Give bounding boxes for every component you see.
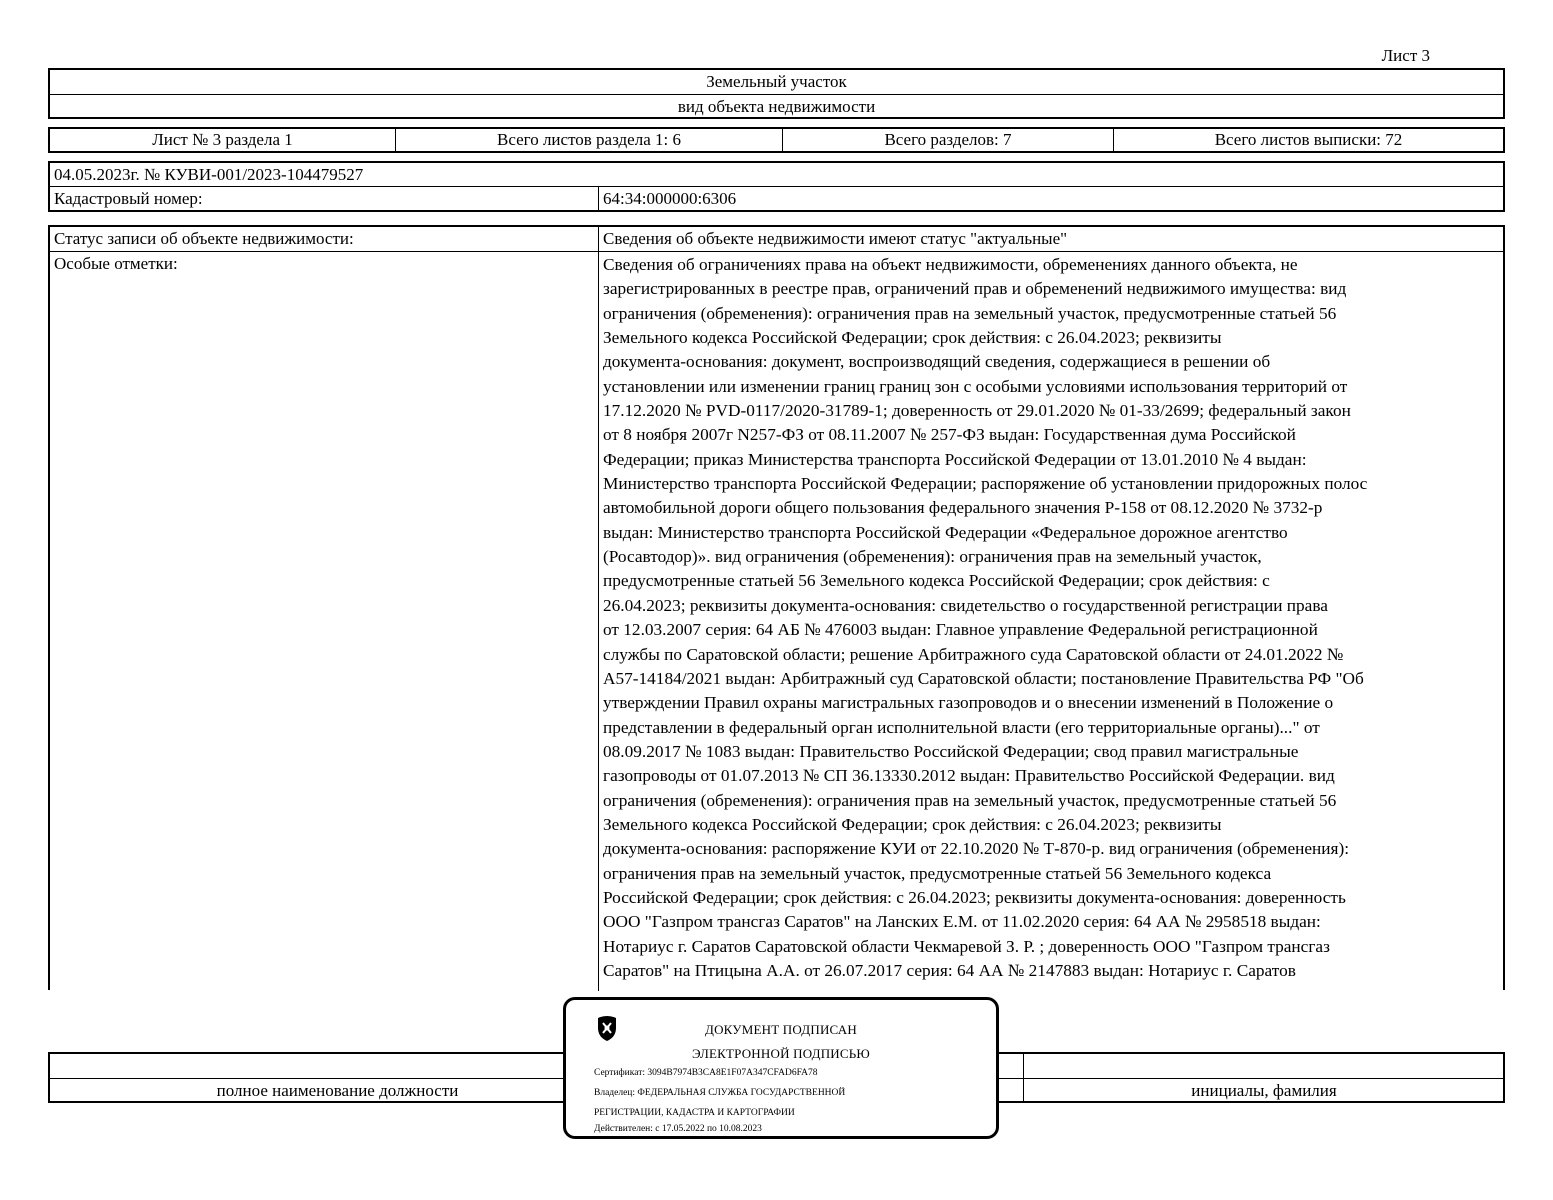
special-notes-line: 26.04.2023; реквизиты документа-основания: свидетельство о государственной регистрации права	[603, 595, 1328, 615]
special-notes-label: Особые отметки:	[54, 254, 178, 273]
stamp-certificate: Сертификат: 3094B7974B3CA8E1F07A347CFAD6FA78	[594, 1068, 818, 1078]
object-type-caption: вид объекта недвижимости	[677, 96, 876, 116]
stamp-title-line1: ДОКУМЕНТ ПОДПИСАН	[705, 1022, 857, 1037]
special-notes-text	[598, 252, 1503, 991]
special-notes-line: ООО "Газпром трансгаз Саратов" на Ланских Е.М. от 11.02.2020 серия: 64 АА № 2958518 выдан:	[603, 912, 1321, 932]
status-value: Сведения об объекте недвижимости имеют статус "актуальные"	[598, 227, 1503, 251]
sheet-info-sections-total: Всего разделов: 7	[782, 129, 1113, 151]
special-notes-line: от 12.03.2007 серия: 64 АБ № 476003 выдан: Главное управление Федеральной регистрационной	[603, 620, 1318, 640]
special-notes-line: документа-основания: документ, воспроизводящий сведения, содержащиеся в решении об	[603, 352, 1271, 372]
stamp-owner-line2: РЕГИСТРАЦИИ, КАДАСТРА И КАРТОГРАФИИ	[594, 1108, 795, 1118]
special-notes-line: службы по Саратовской области; решение Арбитражного суда Саратовской области от 24.01.2022 №	[603, 644, 1344, 664]
special-notes-line: от 8 ноября 2007г N257-ФЗ от 08.11.2007 № 257-ФЗ выдан: Государственная дума Российской	[603, 425, 1296, 445]
sheet-number: Лист 3	[1381, 46, 1430, 65]
signature-position-caption: полное наименование должности	[216, 1081, 459, 1100]
special-notes-line: Саратов" на Птицына А.А. от 26.07.2017 серия: 64 АА № 2147883 выдан: Нотариус г. Саратов	[603, 960, 1296, 980]
signature-name-caption: инициалы, фамилия	[1191, 1081, 1337, 1100]
doc-ref: 04.05.2023г. № КУВИ-001/2023-104479527	[50, 163, 1503, 187]
special-notes-line: ограничения (обременения): ограничения прав на земельный участок, предусмотренные статьей 56	[603, 790, 1337, 810]
special-notes-line: (Росавтодор)». вид ограничения (обременения): ограничения прав на земельный участок,	[603, 547, 1262, 567]
sheet-info-section-total: Всего листов раздела 1: 6	[395, 129, 782, 151]
status-label: Статус записи об объекте недвижимости:	[54, 229, 354, 248]
special-notes-line: Федерации; приказ Министерства транспорта Российской Федерации от 13.01.2010 № 4 выдан:	[603, 449, 1307, 469]
stamp-owner-line1: Владелец: ФЕДЕРАЛЬНАЯ СЛУЖБА ГОСУДАРСТВЕННОЙ	[594, 1088, 846, 1098]
special-notes-line: ограничения прав на земельный участок, предусмотренные статьей 56 Земельного кодекса	[603, 863, 1272, 883]
special-notes-line: автомобильной дороги общего пользования федерального значения Р-158 от 08.12.2020 № 3732-р	[603, 498, 1323, 518]
special-notes-line: 08.09.2017 № 1083 выдан: Правительство Российской Федерации; свод правил магистральные	[603, 741, 1299, 761]
object-type-header	[48, 68, 1505, 119]
special-notes-line: Министерство транспорта Российской Федерации; распоряжение об установлении придорожных полос	[603, 474, 1368, 494]
cadastral-label: Кадастровый номер:	[54, 188, 203, 208]
special-notes-line: документа-основания: распоряжение КУИ от 22.10.2020 № Т-870-р. вид ограничения (обременения):	[603, 839, 1350, 859]
special-notes-line: установлении или изменении границ границ зон с особыми условиями использования территорий от	[603, 376, 1348, 396]
sheet-info-extract-total: Всего листов выписки: 72	[1113, 129, 1503, 151]
object-type: Земельный участок	[50, 70, 1503, 95]
special-notes-line: ограничения (обременения): ограничения прав на земельный участок, предусмотренные статьей 56	[603, 303, 1337, 323]
special-notes-line: газопроводы от 01.07.2013 № СП 36.13330.2012 выдан: Правительство Российской Федерации. вид	[603, 766, 1335, 786]
electronic-signature-stamp	[563, 997, 999, 1139]
sheet-info-section-sheet: Лист № 3 раздела 1	[152, 130, 293, 149]
cadastral-value: 64:34:000000:6306	[598, 187, 1503, 210]
special-notes-line: предусмотренные статьей 56 Земельного кодекса Российской Федерации; срок действия: с	[603, 571, 1270, 591]
stamp-title-line2: ЭЛЕКТРОННОЙ ПОДПИСЬЮ	[692, 1046, 870, 1061]
special-notes-line: Российской Федерации; срок действия: с 26.04.2023; реквизиты документа-основания: доверенность	[603, 887, 1346, 907]
stamp-valid: Действителен: с 17.05.2022 по 10.08.2023	[594, 1124, 762, 1134]
special-notes-line: 17.12.2020 № PVD-0117/2020-31789-1; доверенность от 29.01.2020 № 01-33/2699; федеральный закон	[603, 401, 1351, 421]
special-notes-line: представлении в федеральный орган исполнительной власти (его территориальные органы)..." от	[603, 717, 1320, 737]
special-notes-line: выдан: Министерство транспорта Российской Федерации «Федеральное дорожное агентство	[603, 522, 1288, 542]
special-notes-line: Нотариус г. Саратов Саратовской области Чекмаревой З. Р. ; доверенность ООО "Газпром трансгаз	[603, 936, 1330, 956]
sheet-info-row	[48, 127, 1505, 153]
special-notes-line: утверждении Правил охраны магистральных газопроводов и о внесении изменений в Положение о	[603, 693, 1334, 713]
special-notes-line: зарегистрированных в реестре прав, ограничений прав и обременений недвижимого имущества: вид	[603, 279, 1347, 299]
notes-block	[48, 225, 1505, 990]
special-notes-line: Земельного кодекса Российской Федерации; срок действия: с 26.04.2023; реквизиты	[603, 328, 1222, 348]
special-notes-line: Сведения об ограничениях права на объект недвижимости, обременениях данного объекта, не	[603, 255, 1298, 274]
special-notes-line: Земельного кодекса Российской Федерации; срок действия: с 26.04.2023; реквизиты	[603, 814, 1222, 834]
doc-ref-block	[48, 161, 1505, 212]
special-notes-line: А57-14184/2021 выдан: Арбитражный суд Саратовской области; постановление Правительства РФ "Об	[603, 668, 1364, 688]
